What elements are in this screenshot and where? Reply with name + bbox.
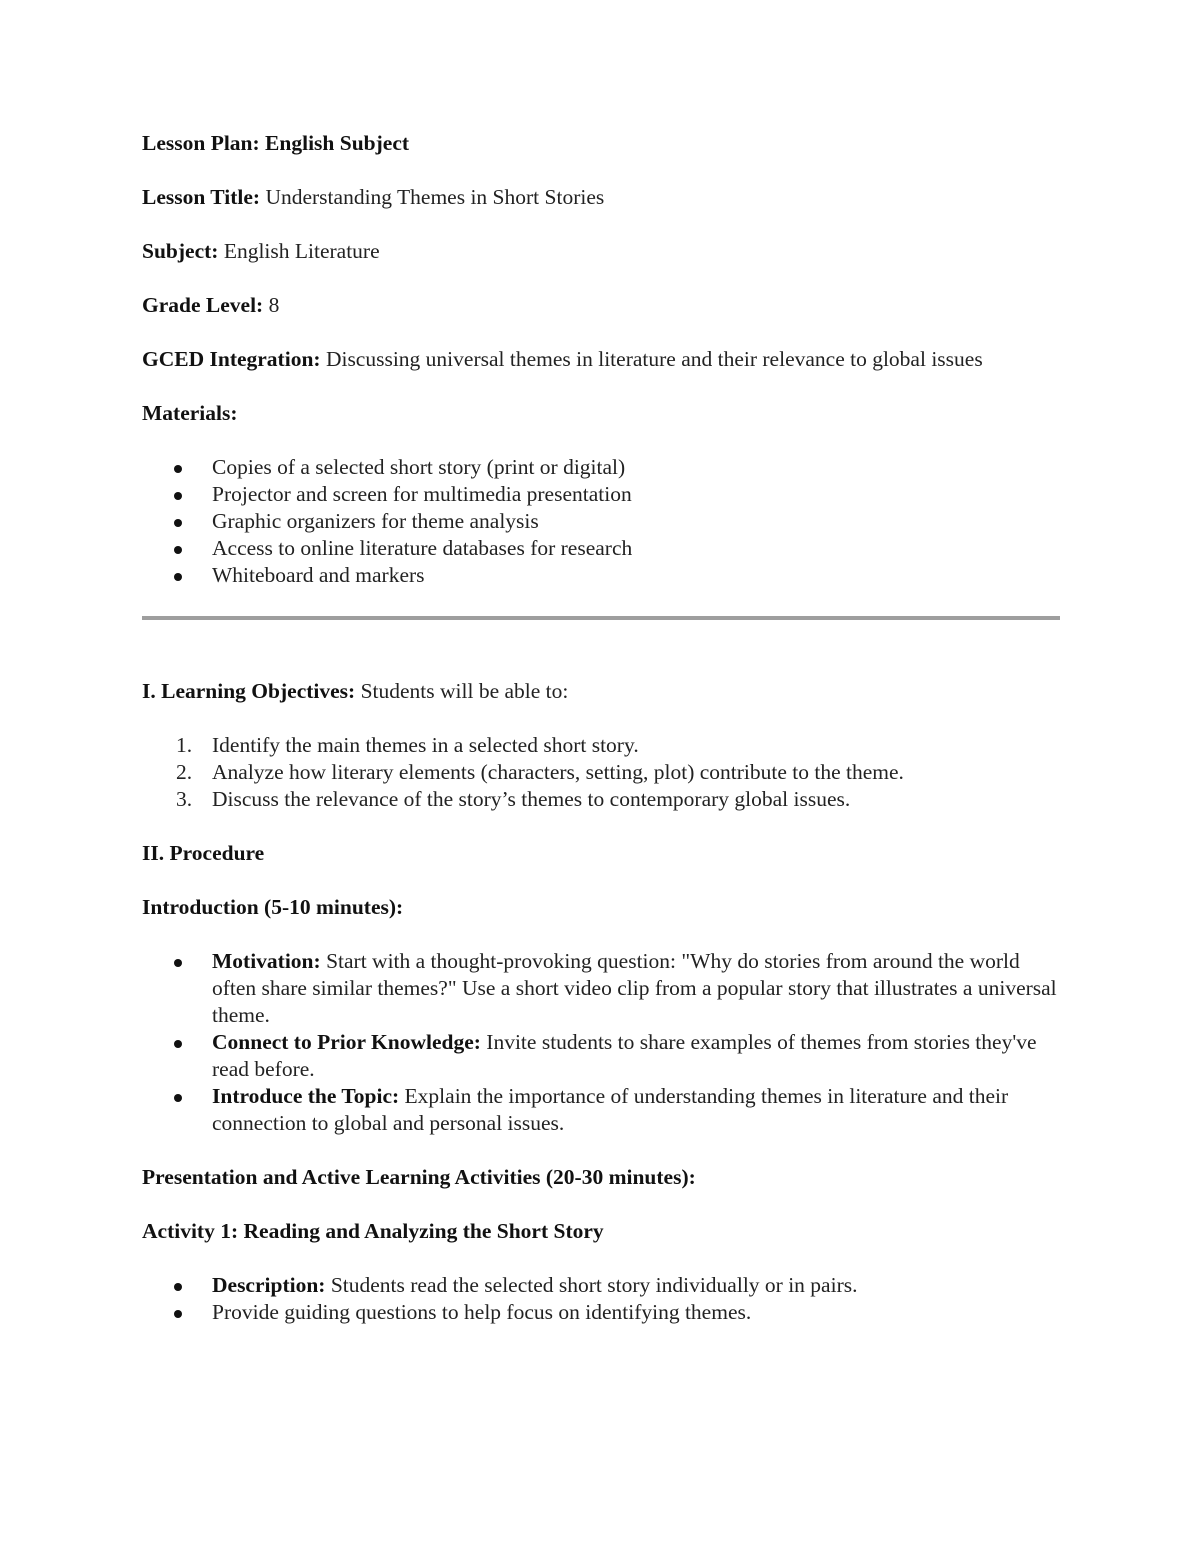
list-item: Projector and screen for multimedia presentation [142,481,1060,508]
activity1-heading: Activity 1: Reading and Analyzing the Short Story [142,1219,604,1243]
list-item: Copies of a selected short story (print or digital) [142,454,1060,481]
objectives-heading: I. Learning Objectives: Students will be able to: [142,679,569,703]
bullet-icon [174,1310,182,1318]
list-item: Graphic organizers for theme analysis [142,508,1060,535]
bullet-icon [174,959,182,967]
list-item: Motivation: Start with a thought-provoking question: "Why do stories from around the world often share similar themes?" Use a short video clip from a popular story that illustrates a universal theme. [142,948,1060,1029]
introduction-list [142,948,1060,1137]
materials-list [142,454,1060,589]
document-page [142,130,1060,1353]
list-item: Access to online literature databases for research [142,535,1060,562]
activity1-list [142,1272,1060,1326]
list-item: 1. Identify the main themes in a selected short story. [176,733,639,757]
bullet-icon [174,546,182,554]
lesson-title-line: Lesson Title: Understanding Themes in Short Stories [142,185,605,209]
list-item: Introduce the Topic: Explain the importance of understanding themes in literature and their connection to global and personal issues. [142,1083,1060,1137]
bullet-icon [174,1040,182,1048]
materials-heading: Materials: [142,401,238,425]
bullet-icon [174,1283,182,1291]
list-item: 2. Analyze how literary elements (characters, setting, plot) contribute to the theme. [176,760,904,784]
grade-level-line: Grade Level: 8 [142,293,280,317]
list-number: 3. [176,787,193,811]
bullet-icon [174,492,182,500]
list-item: Provide guiding questions to help focus on identifying themes. [142,1299,1060,1326]
bullet-icon [174,465,182,473]
presentation-heading: Presentation and Active Learning Activities (20-30 minutes): [142,1165,696,1189]
introduction-heading: Introduction (5-10 minutes): [142,895,404,919]
list-item: Whiteboard and markers [142,562,1060,589]
list-number: 2. [176,760,193,784]
gced-integration-line: GCED Integration: Discussing universal themes in literature and their relevance to global issues [142,347,983,371]
bullet-icon [174,1094,182,1102]
list-number: 1. [176,733,193,757]
bullet-icon [174,519,182,527]
procedure-heading: II. Procedure [142,841,265,865]
list-item: 3. Discuss the relevance of the story’s themes to contemporary global issues. [176,787,851,811]
document-title: Lesson Plan: English Subject [142,131,410,155]
list-item: Connect to Prior Knowledge: Invite students to share examples of themes from stories they've read before. [142,1029,1060,1083]
objectives-list [142,732,1060,813]
list-item: Description: Students read the selected short story individually or in pairs. [142,1272,1060,1299]
bullet-icon [174,573,182,581]
subject-line: Subject: English Literature [142,239,380,263]
horizontal-divider [142,616,1060,620]
